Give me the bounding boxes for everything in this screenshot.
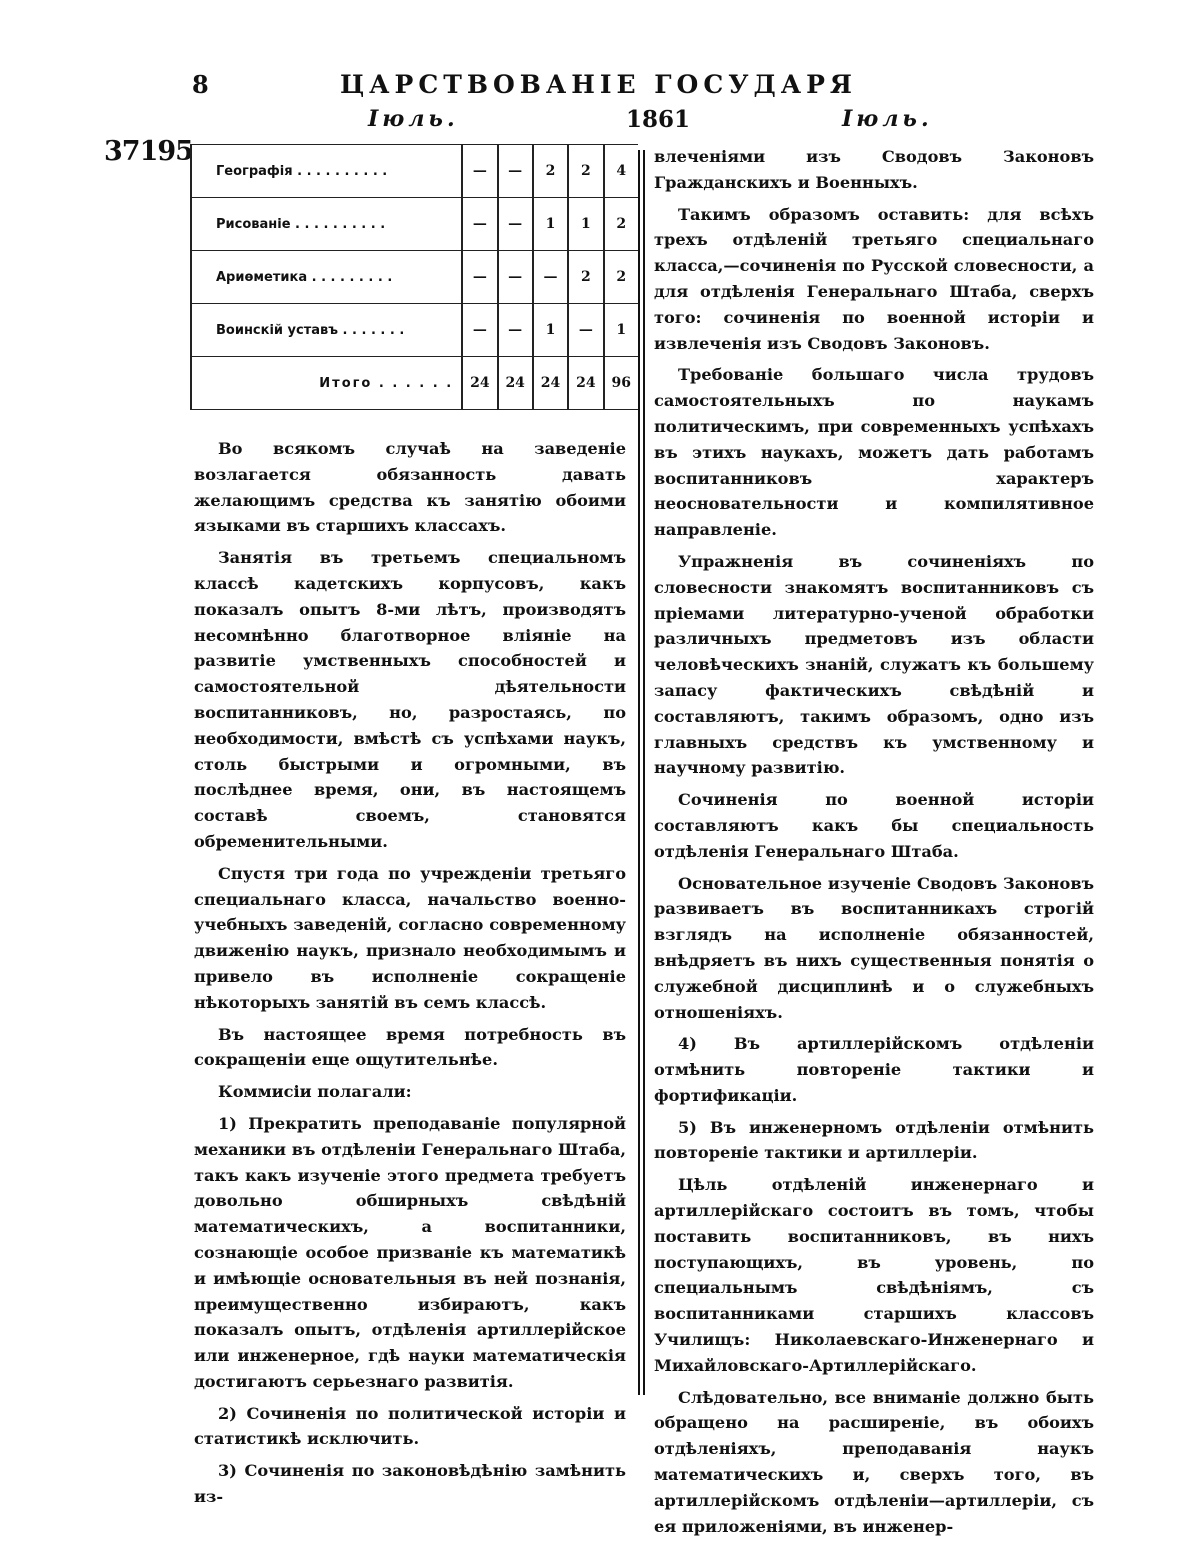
- month-right: Іюль.: [842, 106, 933, 132]
- table-row: [191, 198, 638, 251]
- paragraph: Упражненія въ сочиненіяхъ по словесности знакомятъ воспитанниковъ съ пріемами литературно-ученой обработки различныхъ предметовъ изъ области человѣческихъ знаній, служатъ къ большему запасу фактическихъ свѣдѣній и составляютъ, такимъ образомъ, одно изъ главныхъ средствъ къ умственному и научному развитію.: [654, 551, 1094, 778]
- value-cell: —: [498, 304, 533, 357]
- paragraph: Основательное изученіе Сводовъ Законовъ развиваетъ въ воспитанникахъ строгій взглядъ на исполненіе обязанностей, внѣдряетъ въ нихъ существенныя понятія о служебной дисциплинѣ и о служебныхъ отношеніяхъ.: [654, 873, 1094, 1022]
- page-number: 8: [192, 70, 209, 99]
- paragraph: Занятія въ третьемъ специальномъ классѣ кадетскихъ корпусовъ, какъ показалъ опытъ 8-ми лѣтъ, производятъ несомнѣнно благотворное вліяніе на развитіе умственныхъ способностей и самостоятельной дѣятельности воспитанниковъ, но, разростаясь, по необходимости, вмѣстѣ съ успѣхами наукъ, столь быстрыми и огромными, въ послѣднее время, они, въ настоящемъ составѣ своемъ, становятся обременительными.: [194, 548, 626, 851]
- paragraph: 5) Въ инженерномъ отдѣленіи отмѣнить повтореніе тактики и артиллеріи.: [654, 1117, 1094, 1163]
- year: 1861: [626, 106, 691, 133]
- value-cell: 2: [568, 145, 603, 198]
- paragraph: Въ настоящее время потребность въ сокращеніи еще ощутительнѣе.: [194, 1024, 626, 1070]
- month-left: Іюль.: [368, 106, 459, 132]
- value-cell: —: [462, 198, 497, 251]
- value-cell: 2: [604, 198, 638, 251]
- paragraph: Сочиненія по военной исторіи составляютъ какъ бы специальность отдѣленія Генеральнаго Штаба.: [654, 790, 1094, 861]
- value-cell: 4: [604, 145, 638, 198]
- value-cell: —: [462, 304, 497, 357]
- right-column: [654, 144, 1094, 1545]
- value-cell: 1: [604, 304, 638, 357]
- table-row: [191, 251, 638, 304]
- paragraph: Требованіе большаго числа трудовъ самостоятельныхъ по наукамъ политическимъ, при современныхъ успѣхахъ въ этихъ наукахъ, можетъ дать работамъ воспитанниковъ характеръ неосновательности и компилятивное направленіе.: [654, 365, 1094, 540]
- value-cell: 24: [498, 357, 533, 410]
- value-cell: 2: [604, 251, 638, 304]
- paragraph: влеченіями изъ Сводовъ Законовъ Гражданскихъ и Военныхъ.: [654, 147, 1094, 192]
- table-total-row: [191, 357, 638, 410]
- paragraph: Слѣдовательно, все вниманіе должно быть обращено на расширеніе, въ обоихъ отдѣленіяхъ, преподаванія наукъ математическихъ и, сверхъ того, въ артиллерійскомъ отдѣленіи—артиллеріи, съ ея приложеніями, въ инженер-: [654, 1387, 1094, 1536]
- paragraph: Коммисіи полагали:: [218, 1082, 412, 1102]
- paragraph: 3) Сочиненія по законовѣдѣнію замѣнить из-: [194, 1461, 626, 1507]
- value-cell: —: [498, 145, 533, 198]
- paragraph: 2) Сочиненія по политической исторіи и статистикѣ исключить.: [194, 1403, 626, 1449]
- paragraph: 4) Въ артиллерійскомъ отдѣленіи отмѣнить повтореніе тактики и фортификаціи.: [654, 1034, 1094, 1105]
- value-cell: 24: [462, 357, 497, 410]
- value-cell: —: [533, 251, 568, 304]
- value-cell: —: [568, 304, 603, 357]
- value-cell: 1: [568, 198, 603, 251]
- value-cell: 1: [533, 304, 568, 357]
- left-column: [194, 436, 626, 1516]
- value-cell: 24: [568, 357, 603, 410]
- paragraph: Цѣль отдѣленій инженернаго и артиллерійскаго состоитъ въ томъ, чтобы поставить воспитанниковъ, въ нихъ поступающихъ, въ уровень, по специальнымъ свѣдѣніямъ, съ воспитанниками старшихъ классовъ Училищъ: Николаевскаго-Инженернаго и Михайловскаго-Артиллерійскаго.: [654, 1175, 1094, 1375]
- margin-law-number: 37195: [104, 136, 193, 167]
- subject-cell: Воинскій уставъ . . . . . . .: [191, 304, 462, 357]
- paragraph: Такимъ образомъ оставить: для всѣхъ трехъ отдѣленій третьяго специальнаго класса,—сочиненія по Русской словесности, а для отдѣленія Генеральнаго Штаба, сверхъ того: сочиненія по военной исторіи и извлеченія изъ Сводовъ Законовъ.: [654, 204, 1094, 353]
- subjects-table: [190, 144, 638, 410]
- subject-cell: Ариѳметика . . . . . . . . .: [191, 251, 462, 304]
- value-cell: 2: [568, 251, 603, 304]
- value-cell: —: [498, 198, 533, 251]
- running-title: ЦАРСТВОВАНІЕ ГОСУДАРЯ: [340, 70, 857, 99]
- value-cell: 96: [604, 357, 638, 410]
- value-cell: 1: [533, 198, 568, 251]
- paragraph: Во всякомъ случаѣ на заведеніе возлагается обязанность давать желающимъ средства къ занятію обоими языками въ старшихъ классахъ.: [194, 439, 626, 536]
- value-cell: —: [462, 251, 497, 304]
- paragraph: Спустя три года по учрежденіи третьяго специальнаго класса, начальство военно-учебныхъ заведеній, согласно современному движенію наукъ, признало необходимымъ и привело въ исполненіе сокращеніе нѣкоторыхъ занятій въ семъ классѣ.: [194, 863, 626, 1012]
- table-row: [191, 145, 638, 198]
- table-row: [191, 304, 638, 357]
- column-divider: [638, 150, 645, 1395]
- value-cell: 24: [533, 357, 568, 410]
- paragraph: 1) Прекратить преподаваніе популярной механики въ отдѣленіи Генеральнаго Штаба, такъ какъ изученіе этого предмета требуетъ довольно обширныхъ свѣдѣній математическихъ, а воспитанники, сознающіе особое призваніе къ математикѣ и имѣющіе основательныя въ ней познанія, преимущественно избираютъ, какъ показалъ опытъ, отдѣленія артиллерійское или инженерное, гдѣ науки математическія достигаютъ серьезнаго развитія.: [194, 1113, 626, 1391]
- value-cell: —: [462, 145, 497, 198]
- total-label: Итого . . . . . .: [191, 357, 462, 410]
- subject-cell: Рисованіе . . . . . . . . . .: [191, 198, 462, 251]
- subject-cell: Географія . . . . . . . . . .: [191, 145, 462, 198]
- value-cell: —: [498, 251, 533, 304]
- value-cell: 2: [533, 145, 568, 198]
